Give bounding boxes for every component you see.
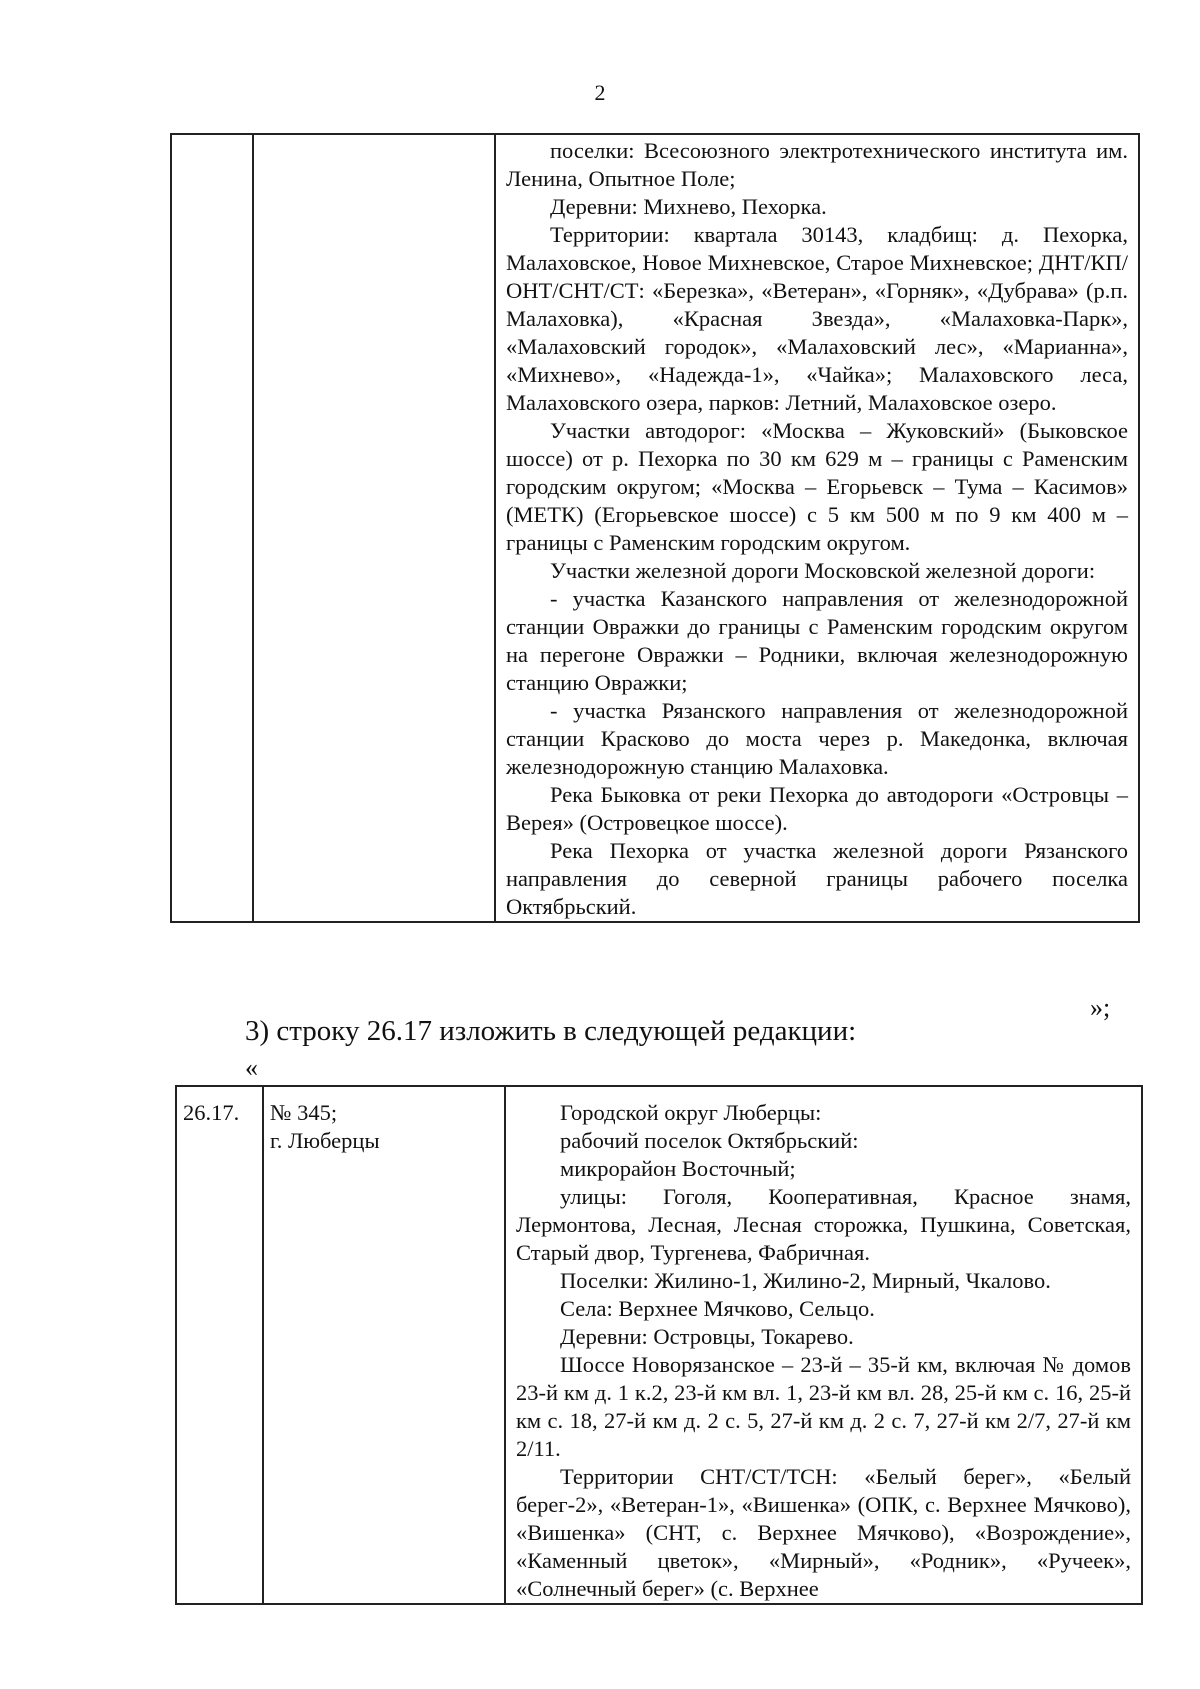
- row-number-cell: [176, 1086, 263, 1604]
- territory-description-cell: [495, 134, 1139, 922]
- paragraph: Река Пехорка от участка железной дороги Рязанского направления до северной границы рабочего поселка Октябрьский.: [506, 838, 1128, 919]
- paragraph: Территории: квартала 30143, кладбищ: д. Пехорка, Малаховское, Новое Михневское, Старое Михневское; ДНТ/КП/ОНТ/СНТ/СТ: «Березка», «Ветеран», «Горняк», «Дубрава» (р.п. Малаховка), «Красная Звезда», «Малаховка-Парк», «Малаховский городок», «Малаховский лес», «Марианна», «Михнево», «Надежда-1», «Чайка»; Малаховского леса, Малаховского озера, парков: Летний, Малаховское озеро.: [506, 222, 1128, 415]
- district-table-new-row: [175, 1085, 1143, 1605]
- paragraph: Поселки: Жилино-1, Жилино-2, Мирный, Чкалово.: [560, 1268, 1051, 1293]
- row-number: 26.17.: [183, 1100, 240, 1125]
- district-number: № 345;: [270, 1100, 338, 1125]
- opening-quote: «: [245, 1053, 258, 1082]
- closing-quote: »;: [1090, 993, 1111, 1022]
- district-cell: [263, 1086, 505, 1604]
- table-row: [171, 134, 1139, 922]
- paragraph: улицы: Гоголя, Кооперативная, Красное знамя, Лермонтова, Лесная, Лесная сторожка, Пушкина, Советская, Старый двор, Тургенева, Фабричная.: [516, 1184, 1131, 1265]
- paragraph: Участки автодорог: «Москва – Жуковский» (Быковское шоссе) от р. Пехорка по 30 км 629 м – границы с Раменским городским округом; «Москва – Егорьевск – Тума – Касимов» (МЕТК) (Егорьевское шоссе) с 5 км 500 м по 9 км 400 м – границы с Раменским городским округом.: [506, 418, 1128, 555]
- row-number-cell: [171, 134, 253, 922]
- district-cell: [253, 134, 495, 922]
- paragraph: поселки: Всесоюзного электротехнического института им. Ленина, Опытное Поле;: [506, 138, 1128, 191]
- paragraph: Деревни: Островцы, Токарево.: [560, 1324, 854, 1349]
- amendment-instruction: 3) строку 26.17 изложить в следующей редакции:: [245, 1015, 857, 1047]
- table-row: [176, 1086, 1142, 1604]
- district-city: г. Люберцы: [270, 1128, 380, 1153]
- paragraph: Река Быковка от реки Пехорка до автодороги «Островцы – Верея» (Островецкое шоссе).: [506, 782, 1128, 835]
- paragraph: микрорайон Восточный;: [560, 1156, 796, 1181]
- paragraph: - участка Казанского направления от железнодорожной станции Овражки до границы с Раменским городским округом на перегоне Овражки – Родники, включая железнодорожную станцию Овражки;: [506, 586, 1128, 695]
- paragraph: Городской округ Люберцы:: [560, 1100, 822, 1125]
- paragraph: - участка Рязанского направления от железнодорожной станции Красково до моста через р. Македонка, включая железнодорожную станцию Малаховка.: [506, 698, 1128, 779]
- paragraph: рабочий поселок Октябрьский:: [560, 1128, 859, 1153]
- territory-description-cell: [505, 1086, 1142, 1604]
- paragraph: Территории СНТ/СТ/ТСН: «Белый берег», «Белый берег-2», «Ветеран-1», «Вишенка» (ОПК, с. Верхнее Мячково), «Вишенка» (СНТ, с. Верхнее Мячково), «Возрождение», «Каменный цветок», «Мирный», «Родник», «Ручеек», «Солнечный берег» (с. Верхнее: [516, 1464, 1131, 1601]
- page-number: 2: [594, 80, 606, 105]
- paragraph: Участки железной дороги Московской железной дороги:: [550, 558, 1096, 583]
- paragraph: Села: Верхнее Мячково, Сельцо.: [560, 1296, 875, 1321]
- paragraph: Шоссе Новорязанское – 23-й – 35-й км, включая № домов 23-й км д. 1 к.2, 23-й км вл. 1, 23-й км вл. 28, 25-й км с. 16, 25-й км с. 18, 27-й км д. 2 с. 5, 27-й км д. 2 с. 7, 27-й км 2/7, 27-й км 2/11.: [516, 1352, 1131, 1461]
- district-table-continuation: [170, 133, 1140, 923]
- paragraph: Деревни: Михнево, Пехорка.: [550, 194, 827, 219]
